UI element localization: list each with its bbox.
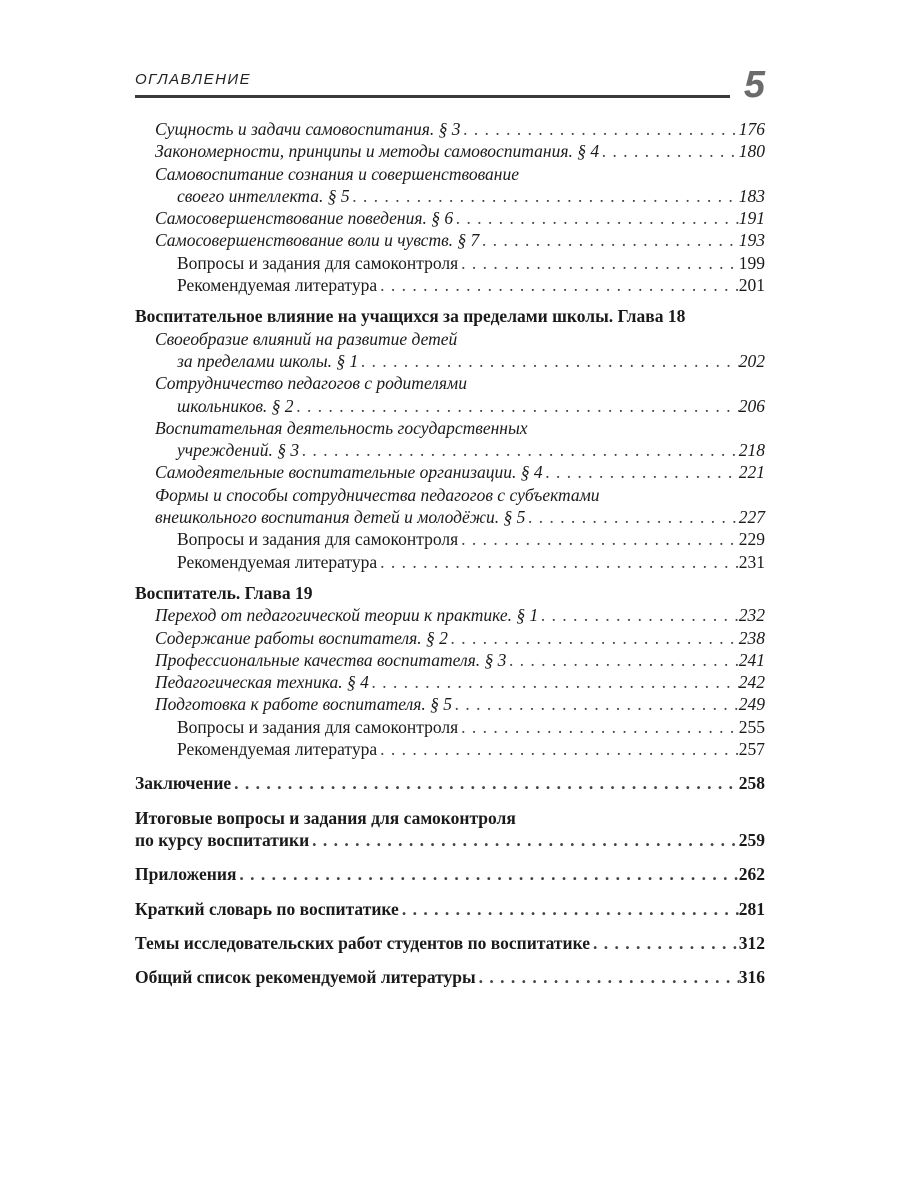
toc-entry-title-line1[interactable]: Сотрудничество педагогов с родителями [155, 373, 467, 394]
dot-leader [377, 274, 739, 296]
dot-leader [399, 898, 739, 920]
spacer [135, 851, 765, 863]
toc-entry-page: 202 [738, 350, 765, 371]
dot-leader [479, 229, 738, 251]
toc-entry-title-line1[interactable]: Самовоспитание сознания и совершенствование [155, 163, 519, 184]
toc-entry-title: Самодеятельные воспитательные организации. § 4 [155, 462, 543, 483]
dot-leader [476, 966, 739, 988]
toc-entry-page: 206 [738, 395, 765, 416]
toc-entry[interactable] [135, 966, 765, 988]
toc-entry-title: Рекомендуемая литература [177, 275, 378, 296]
spacer [135, 795, 765, 807]
dot-leader [377, 551, 739, 573]
toc-entry[interactable] [135, 140, 765, 162]
toc-entry-title: Самосовершенствование поведения. § 6 [155, 208, 454, 229]
toc-entry-page: 249 [738, 694, 765, 715]
toc-entry-page: 229 [738, 529, 765, 550]
dot-leader [458, 252, 739, 274]
toc-entry-title: Самосовершенствование воли и чувств. § 7 [155, 230, 480, 251]
dot-leader [599, 140, 739, 162]
toc-entry-title: Закономерности, принципы и методы самовоспитания. § 4 [155, 141, 600, 162]
spacer [135, 920, 765, 932]
toc-entry-title: Вопросы и задания для самоконтроля [177, 716, 459, 737]
toc-entry-page: 227 [738, 507, 765, 528]
toc-entry-page: 218 [738, 440, 765, 461]
toc-entry[interactable] [135, 350, 765, 372]
dot-leader [538, 604, 738, 626]
toc-entry-page: 262 [738, 864, 765, 885]
toc-entry[interactable] [135, 252, 765, 274]
toc-entry-page: 193 [738, 230, 765, 251]
toc-entry-title: Приложения [135, 864, 237, 885]
toc-entry-title: Темы исследовательских работ студентов по воспитатике [135, 932, 591, 953]
toc-entry-title: Подготовка к работе воспитателя. § 5 [155, 694, 452, 715]
chapter-heading[interactable]: Воспитатель. Глава 19 [135, 582, 313, 603]
toc-entry-title: Рекомендуемая литература [177, 739, 378, 760]
toc-entry-title: Заключение [135, 773, 232, 794]
spacer [135, 573, 765, 582]
dot-leader [458, 528, 739, 550]
toc-entry[interactable] [135, 693, 765, 715]
toc-entry-title: по курсу воспитатики [135, 829, 310, 850]
spacer [135, 760, 765, 772]
toc-entry-title: Педагогическая техника. § 4 [155, 672, 369, 693]
toc-entry[interactable] [135, 932, 765, 954]
dot-leader [299, 439, 739, 461]
spacer [135, 296, 765, 305]
toc-entry-title: своего интеллекта. § 5 [177, 185, 350, 206]
toc-entry-title: школьников. § 2 [177, 395, 294, 416]
dot-leader [448, 627, 739, 649]
toc-entry[interactable] [135, 551, 765, 573]
toc-entry[interactable] [135, 671, 765, 693]
toc-entry[interactable] [135, 649, 765, 671]
toc-entry-title: Сущность и задачи самовоспитания. § 3 [155, 119, 461, 139]
toc-entry-page: 176 [738, 119, 765, 139]
toc-entry-page: 257 [738, 739, 765, 760]
toc-entry-page: 232 [738, 605, 765, 626]
toc-entry-page: 238 [738, 627, 765, 648]
toc-entry-title: Вопросы и задания для самоконтроля [177, 529, 459, 550]
toc-entry-title-line1[interactable]: Итоговые вопросы и задания для самоконтроля [135, 807, 516, 828]
toc-entry-page: 183 [738, 185, 765, 206]
toc-entry-title: Общий список рекомендуемой литературы [135, 967, 476, 988]
toc-entry[interactable] [135, 229, 765, 251]
toc-entry-title: учреждений. § 3 [177, 440, 300, 461]
table-of-contents [135, 118, 765, 988]
toc-entry[interactable] [135, 506, 765, 528]
toc-entry-title-line1[interactable]: Своеобразие влияний на развитие детей [155, 328, 458, 349]
running-header [135, 60, 765, 110]
dot-leader [236, 863, 738, 885]
toc-entry[interactable] [135, 863, 765, 885]
dot-leader [294, 395, 739, 417]
dot-leader [461, 118, 739, 140]
toc-entry[interactable] [135, 772, 765, 794]
toc-entry[interactable] [135, 627, 765, 649]
toc-entry-page: 259 [738, 829, 765, 850]
toc-entry[interactable] [135, 274, 765, 296]
toc-entry[interactable] [135, 829, 765, 851]
toc-entry-title: Рекомендуемая литература [177, 551, 378, 572]
toc-entry[interactable] [135, 898, 765, 920]
dot-leader [377, 738, 739, 760]
dot-leader [506, 649, 738, 671]
toc-entry-page: 221 [738, 462, 765, 483]
toc-entry-page: 255 [738, 716, 765, 737]
spacer [135, 886, 765, 898]
toc-entry-page: 231 [738, 551, 765, 572]
header-rule [135, 95, 730, 98]
toc-entry-page: 199 [738, 252, 765, 273]
dot-leader [231, 772, 739, 794]
toc-entry-page: 180 [738, 141, 765, 162]
dot-leader [543, 461, 739, 483]
toc-entry-title: Краткий словарь по воспитатике [135, 898, 399, 919]
toc-entry[interactable] [135, 461, 765, 483]
dot-leader [369, 671, 739, 693]
toc-entry-page: 201 [738, 275, 765, 296]
page-number: 5 [743, 64, 765, 106]
toc-entry[interactable] [135, 738, 765, 760]
toc-entry-title: за пределами школы. § 1 [177, 350, 359, 371]
toc-entry[interactable] [135, 207, 765, 229]
dot-leader [350, 185, 739, 207]
toc-entry-page: 281 [738, 898, 765, 919]
toc-entry-title: Вопросы и задания для самоконтроля [177, 252, 459, 273]
dot-leader [358, 350, 739, 372]
toc-entry[interactable] [135, 604, 765, 626]
dot-leader [525, 506, 738, 528]
toc-entry[interactable] [135, 716, 765, 738]
toc-entry[interactable] [135, 185, 765, 207]
dot-leader [452, 693, 739, 715]
dot-leader [309, 829, 739, 851]
dot-leader [458, 716, 739, 738]
toc-entry-page: 242 [738, 672, 765, 693]
running-header-title: ОГЛАВЛЕНИЕ [135, 71, 252, 88]
dot-leader [453, 207, 739, 229]
toc-entry[interactable] [135, 439, 765, 461]
toc-entry-title: Содержание работы воспитателя. § 2 [155, 627, 448, 648]
dot-leader [590, 932, 739, 954]
toc-entry-page: 241 [738, 649, 765, 670]
toc-entry-page: 258 [738, 773, 765, 794]
toc-entry[interactable] [135, 528, 765, 550]
toc-entry[interactable] [135, 395, 765, 417]
toc-entry-title: внешкольного воспитания детей и молодёжи. § 5 [155, 507, 526, 528]
spacer [135, 954, 765, 966]
toc-entry-page: 312 [738, 932, 765, 953]
toc-entry[interactable] [135, 118, 765, 140]
chapter-heading[interactable]: Воспитательное влияние на учащихся за пределами школы. Глава 18 [135, 306, 686, 327]
toc-entry-title-line1[interactable]: Воспитательная деятельность государственных [155, 417, 528, 438]
toc-entry-page: 316 [738, 967, 765, 988]
toc-entry-title: Переход от педагогической теории к практике. § 1 [155, 605, 539, 626]
toc-entry-page: 191 [738, 208, 765, 229]
toc-entry-title: Профессиональные качества воспитателя. § 3 [155, 649, 507, 670]
toc-entry-title-line1[interactable]: Формы и способы сотрудничества педагогов с субъектами [155, 484, 600, 505]
